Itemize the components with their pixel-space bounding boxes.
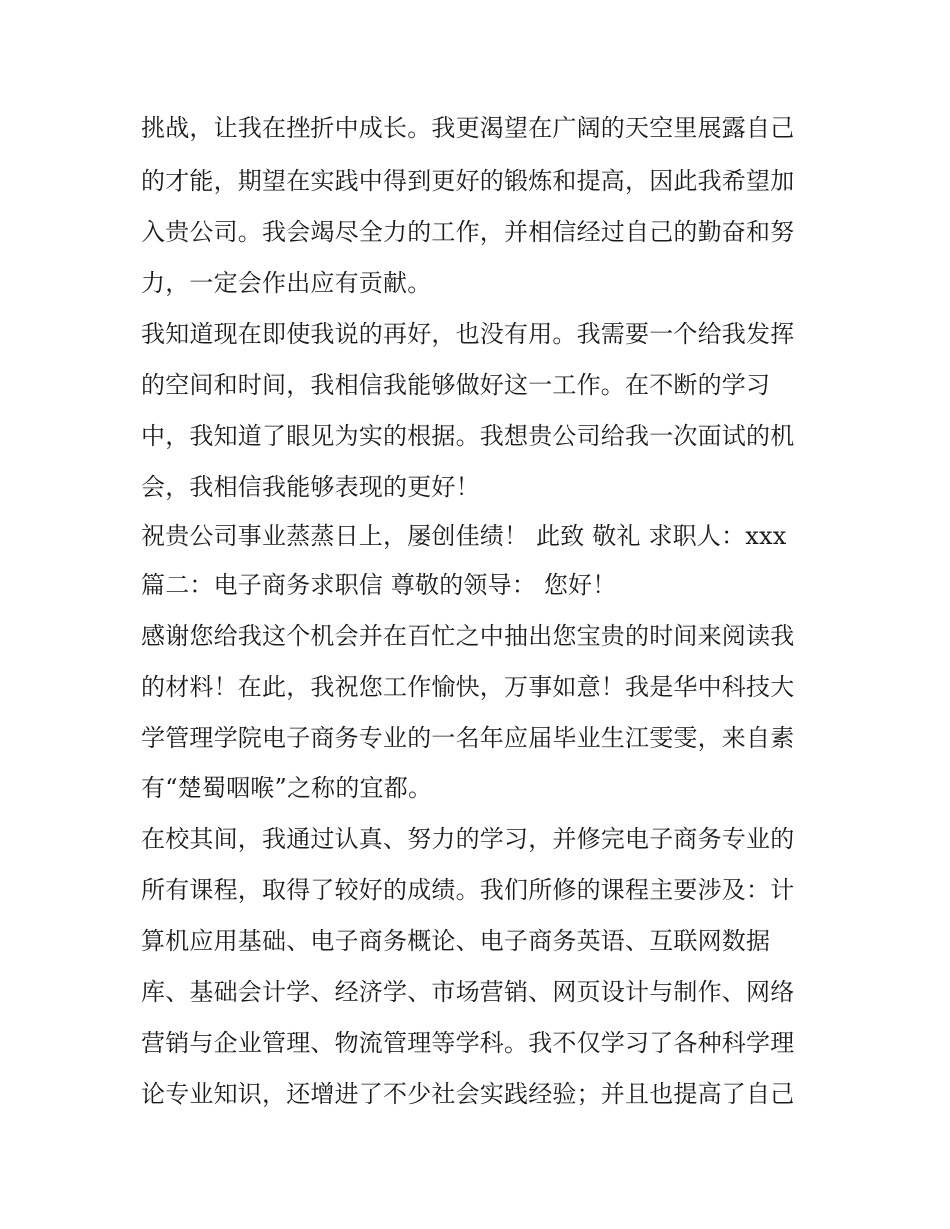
text-line: 感谢您给我这个机会并在百忙之中抽出您宝贵的时间来阅读我 (141, 622, 795, 650)
text-line: 我知道现在即使我说的再好，也没有用。我需要一个给我发挥 (141, 320, 795, 348)
section-heading: 篇二：电子商务求职信 尊敬的领导： 您好！ (141, 571, 617, 599)
text-line: 算机应用基础、电子商务概论、电子商务英语、互联网数据 (141, 927, 771, 955)
text-line: 库、基础会计学、经济学、市场营销、网页设计与制作、网络 (141, 978, 795, 1006)
text-line: 有“楚蜀咽喉”之称的宜都。 (141, 774, 433, 802)
text-line: 论专业知识，还增进了不少社会实践经验；并且也提高了自己 (141, 1080, 795, 1108)
text-line: 的才能，期望在实践中得到更好的锻炼和提高，因此我希望加 (141, 167, 795, 195)
text-line: 的材料！在此，我祝您工作愉快，万事如意！我是华中科技大 (141, 673, 795, 701)
text-line: 挑战，让我在挫折中成长。我更渴望在广阔的天空里展露自己 (141, 114, 795, 142)
text-line: 学管理学院电子商务专业的一名年应届毕业生江雯雯，来自素 (141, 724, 795, 752)
closing-line: 祝贵公司事业蒸蒸日上，屡创佳绩！ 此致 敬礼 求职人：xxx (141, 522, 787, 550)
text-line: 营销与企业管理、物流管理等学科。我不仅学习了各种科学理 (141, 1029, 795, 1057)
text-line: 在校其间，我通过认真、努力的学习，并修完电子商务专业的 (141, 825, 795, 853)
text-line: 力，一定会作出应有贡献。 (141, 269, 432, 297)
text-line: 的空间和时间，我相信我能够做好这一工作。在不断的学习 (141, 371, 771, 399)
text-line: 所有课程，取得了较好的成绩。我们所修的课程主要涉及：计 (141, 876, 795, 904)
text-line: 入贵公司。我会竭尽全力的工作，并相信经过自己的勤奋和努 (141, 218, 795, 246)
text-line: 中，我知道了眼见为实的根据。我想贵公司给我一次面试的机 (141, 422, 795, 450)
text-line: 会，我相信我能够表现的更好！ (141, 473, 480, 501)
